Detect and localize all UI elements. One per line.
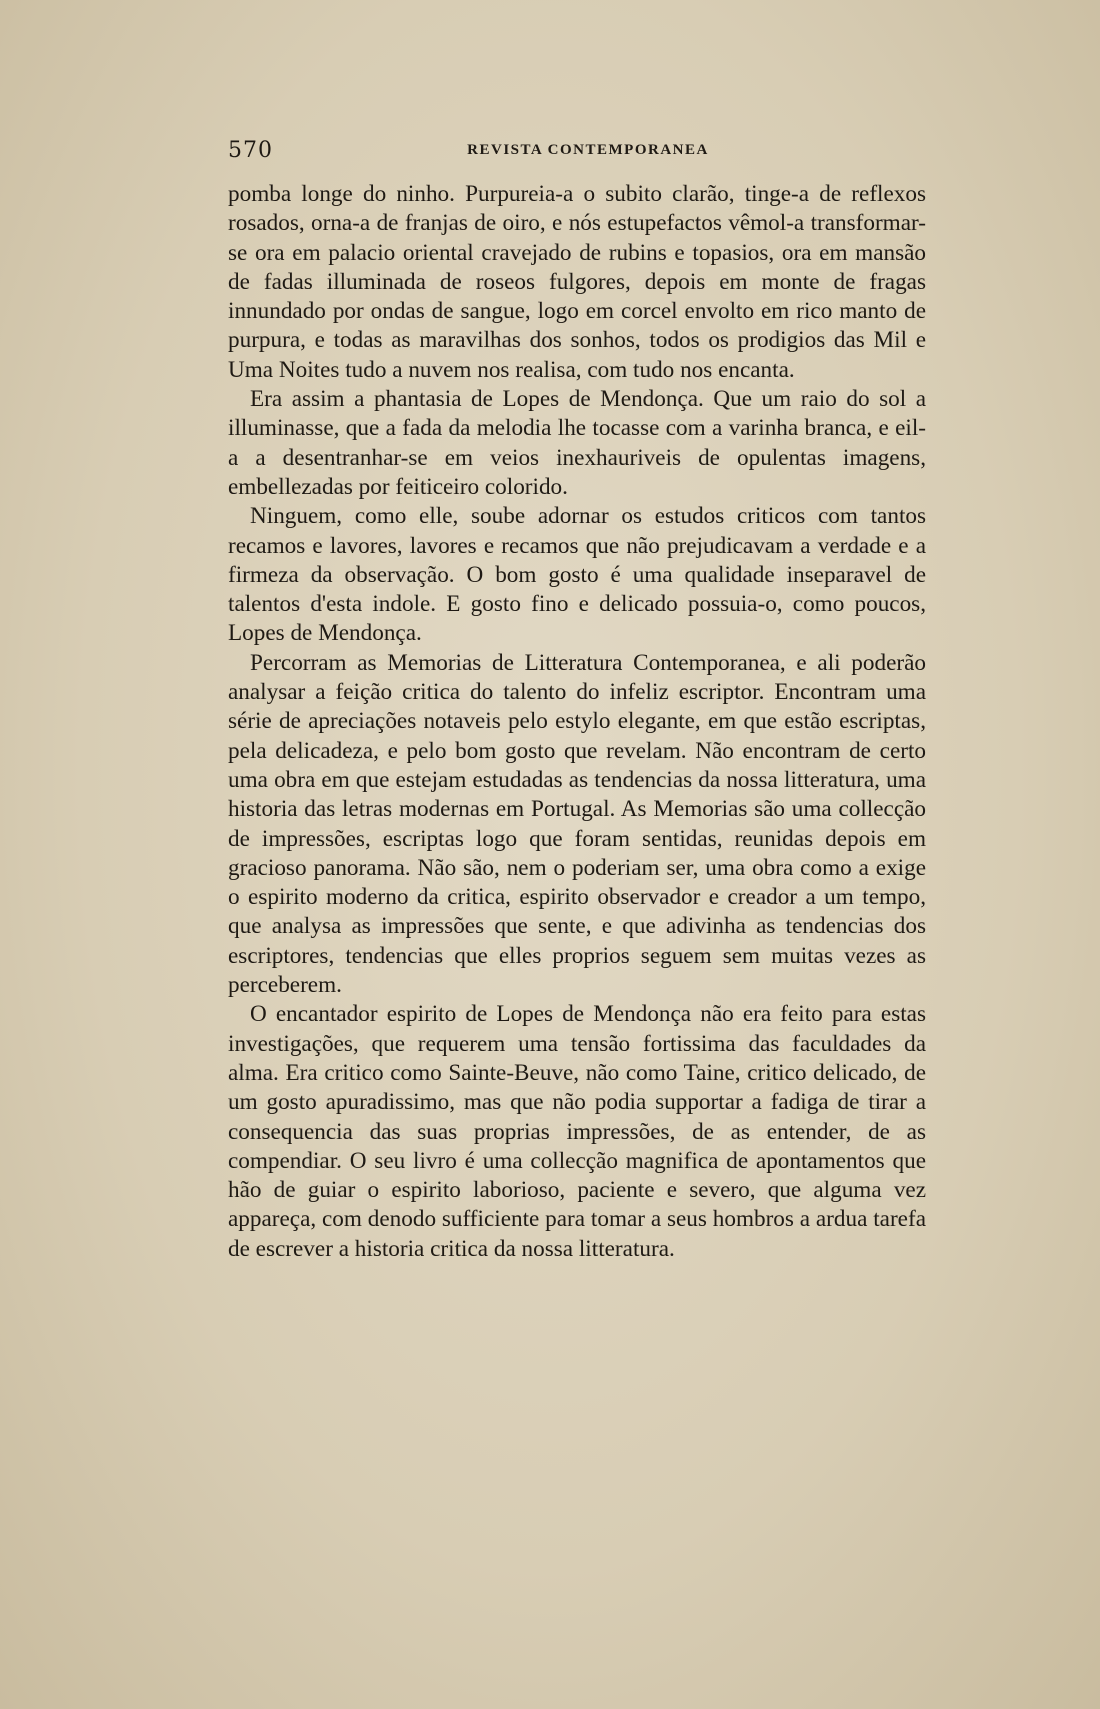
page-number: 570 — [228, 138, 273, 163]
paragraph-4: Percorram as Memorias de Litteratura Contemporanea, e ali poderão analysar a feição critica do talento do infeliz escriptor. Encontram uma série de apreciações notaveis pelo estylo elegante, em que estão escriptas, pela delicadeza, e pelo bom gosto que revelam. Não encontram de certo uma obra em que estejam estudadas as tendencias da nossa litteratura, uma historia das letras modernas em Portugal. As Memorias são uma collecção de impressões, escriptas logo que foram sentidas, reunidas depois em gracioso panorama. Não são, nem o poderiam ser, uma obra como a exige o espirito moderno da critica, espirito observador e creador a um tempo, que analysa as impressões que sente, e que adivinha as tendencias dos escriptores, tendencias que elles proprios seguem sem muitas vezes as perceberem. — [228, 649, 926, 999]
paragraph-5: O encantador espirito de Lopes de Mendonça não era feito para estas investigações, que requerem uma tensão fortissima das faculdades da alma. Era critico como Sainte-Beuve, não como Taine, critico delicado, de um gosto apuradissimo, mas que não podia supportar a fadiga de tirar a consequencia das suas proprias impressões, de as entender, de as compendiar. O seu livro é uma collecção magnifica de apontamentos que hão de guiar o espirito laborioso, paciente e severo, que alguma vez appareça, com denodo sufficiente para tomar a seus hombros a ardua tarefa de escrever a historia critica da nossa litteratura. — [228, 1001, 926, 1262]
paragraph-3: Ninguem, como elle, soube adornar os estudos criticos com tantos recamos e lavores, lavores e recamos que não prejudicavam a verdade e a firmeza da observação. O bom gosto é uma qualidade inseparavel de talentos d'esta indole. E gosto fino e delicado possuia-o, como poucos, Lopes de Mendonça. — [228, 503, 926, 647]
running-head: REVISTA CONTEMPORANEA — [467, 142, 709, 158]
paragraph-2: Era assim a phantasia de Lopes de Mendonça. Que um raio do sol a illuminasse, que a fada da melodia lhe tocasse com a varinha branca, e eil-a a desentranhar-se em veios inexhauriveis de opulentas imagens, embellezadas por feiticeiro colorido. — [228, 386, 926, 500]
page-header — [228, 138, 908, 170]
paragraph-1: pomba longe do ninho. Purpureia-a o subito clarão, tinge-a de reflexos rosados, orna-a de franjas de oiro, e nós estupefactos vêmol-a transformar-se ora em palacio oriental cravejado de rubins e topasios, ora em mansão de fadas illuminada de roseos fulgores, depois em monte de fragas innundado por ondas de sangue, logo em corcel envolto em rico manto de purpura, e todas as maravilhas dos sonhos, todos os prodigios das Mil e Uma Noites tudo a nuvem nos realisa, com tudo nos encanta. — [228, 181, 926, 383]
body-text — [228, 180, 926, 1264]
